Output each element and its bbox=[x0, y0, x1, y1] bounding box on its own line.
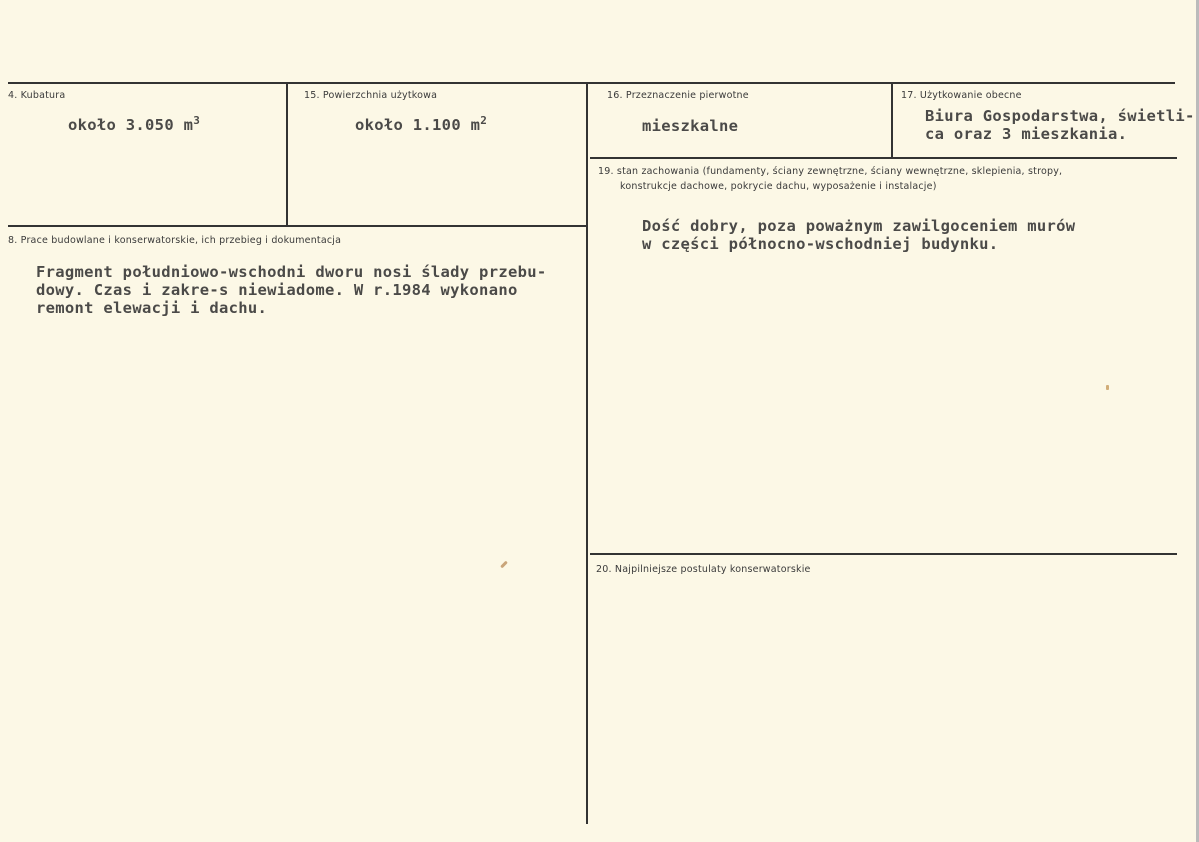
field-19-line-2: w części północno-wschodniej budynku. bbox=[642, 235, 999, 253]
field-18-line-3: remont elewacji i dachu. bbox=[36, 299, 268, 317]
field-16-label: 16. Przeznaczenie pierwotne bbox=[607, 90, 749, 101]
top-rule bbox=[8, 82, 1175, 84]
field-18-label: 8. Prace budowlane i konserwatorskie, ich przebieg i dokumentacja bbox=[8, 235, 342, 246]
field-4-label: 4. Kubatura bbox=[8, 90, 66, 101]
rule-above-20 bbox=[590, 553, 1177, 555]
divider-16-17 bbox=[891, 82, 893, 158]
field-20-label: 20. Najpilniejsze postulaty konserwatorskie bbox=[596, 564, 811, 575]
field-15-label: 15. Powierzchnia użytkowa bbox=[304, 90, 438, 101]
rule-under-4-15 bbox=[8, 225, 588, 227]
field-4-value: około 3.050 $m^3$ bbox=[68, 113, 201, 134]
field-19-line-1: Dość dobry, poza poważnym zawilgoceniem murów bbox=[642, 217, 1076, 235]
field-17-line-2: ca oraz 3 mieszkania. bbox=[925, 125, 1128, 143]
field-18-line-2: dowy. Czas i zakre-s niewiadome. W r.1984 wykonano bbox=[36, 281, 518, 299]
field-17-line-1: Biura Gospodarstwa, świetli- bbox=[925, 107, 1195, 125]
field-17-label: 17. Użytkowanie obecne bbox=[901, 90, 1022, 101]
paper-stain-mark bbox=[500, 561, 508, 569]
field-18-line-1: Fragment południowo-wschodni dworu nosi ślady przebu- bbox=[36, 263, 547, 281]
field-16-value: mieszkalne bbox=[642, 117, 739, 135]
field-19-label-line-2: konstrukcje dachowe, pokrycie dachu, wyposażenie i instalacje) bbox=[620, 181, 937, 192]
rule-under-16-17 bbox=[590, 157, 1177, 159]
center-divider bbox=[586, 82, 588, 824]
field-15-value: około 1.100 $m^2$ bbox=[355, 113, 488, 134]
paper-speck-mark bbox=[1106, 385, 1109, 390]
field-19-label-line-1: 19. stan zachowania (fundamenty, ściany zewnętrzne, ściany wewnętrzne, sklepienia, stropy, bbox=[598, 166, 1063, 177]
divider-4-15 bbox=[286, 82, 288, 227]
